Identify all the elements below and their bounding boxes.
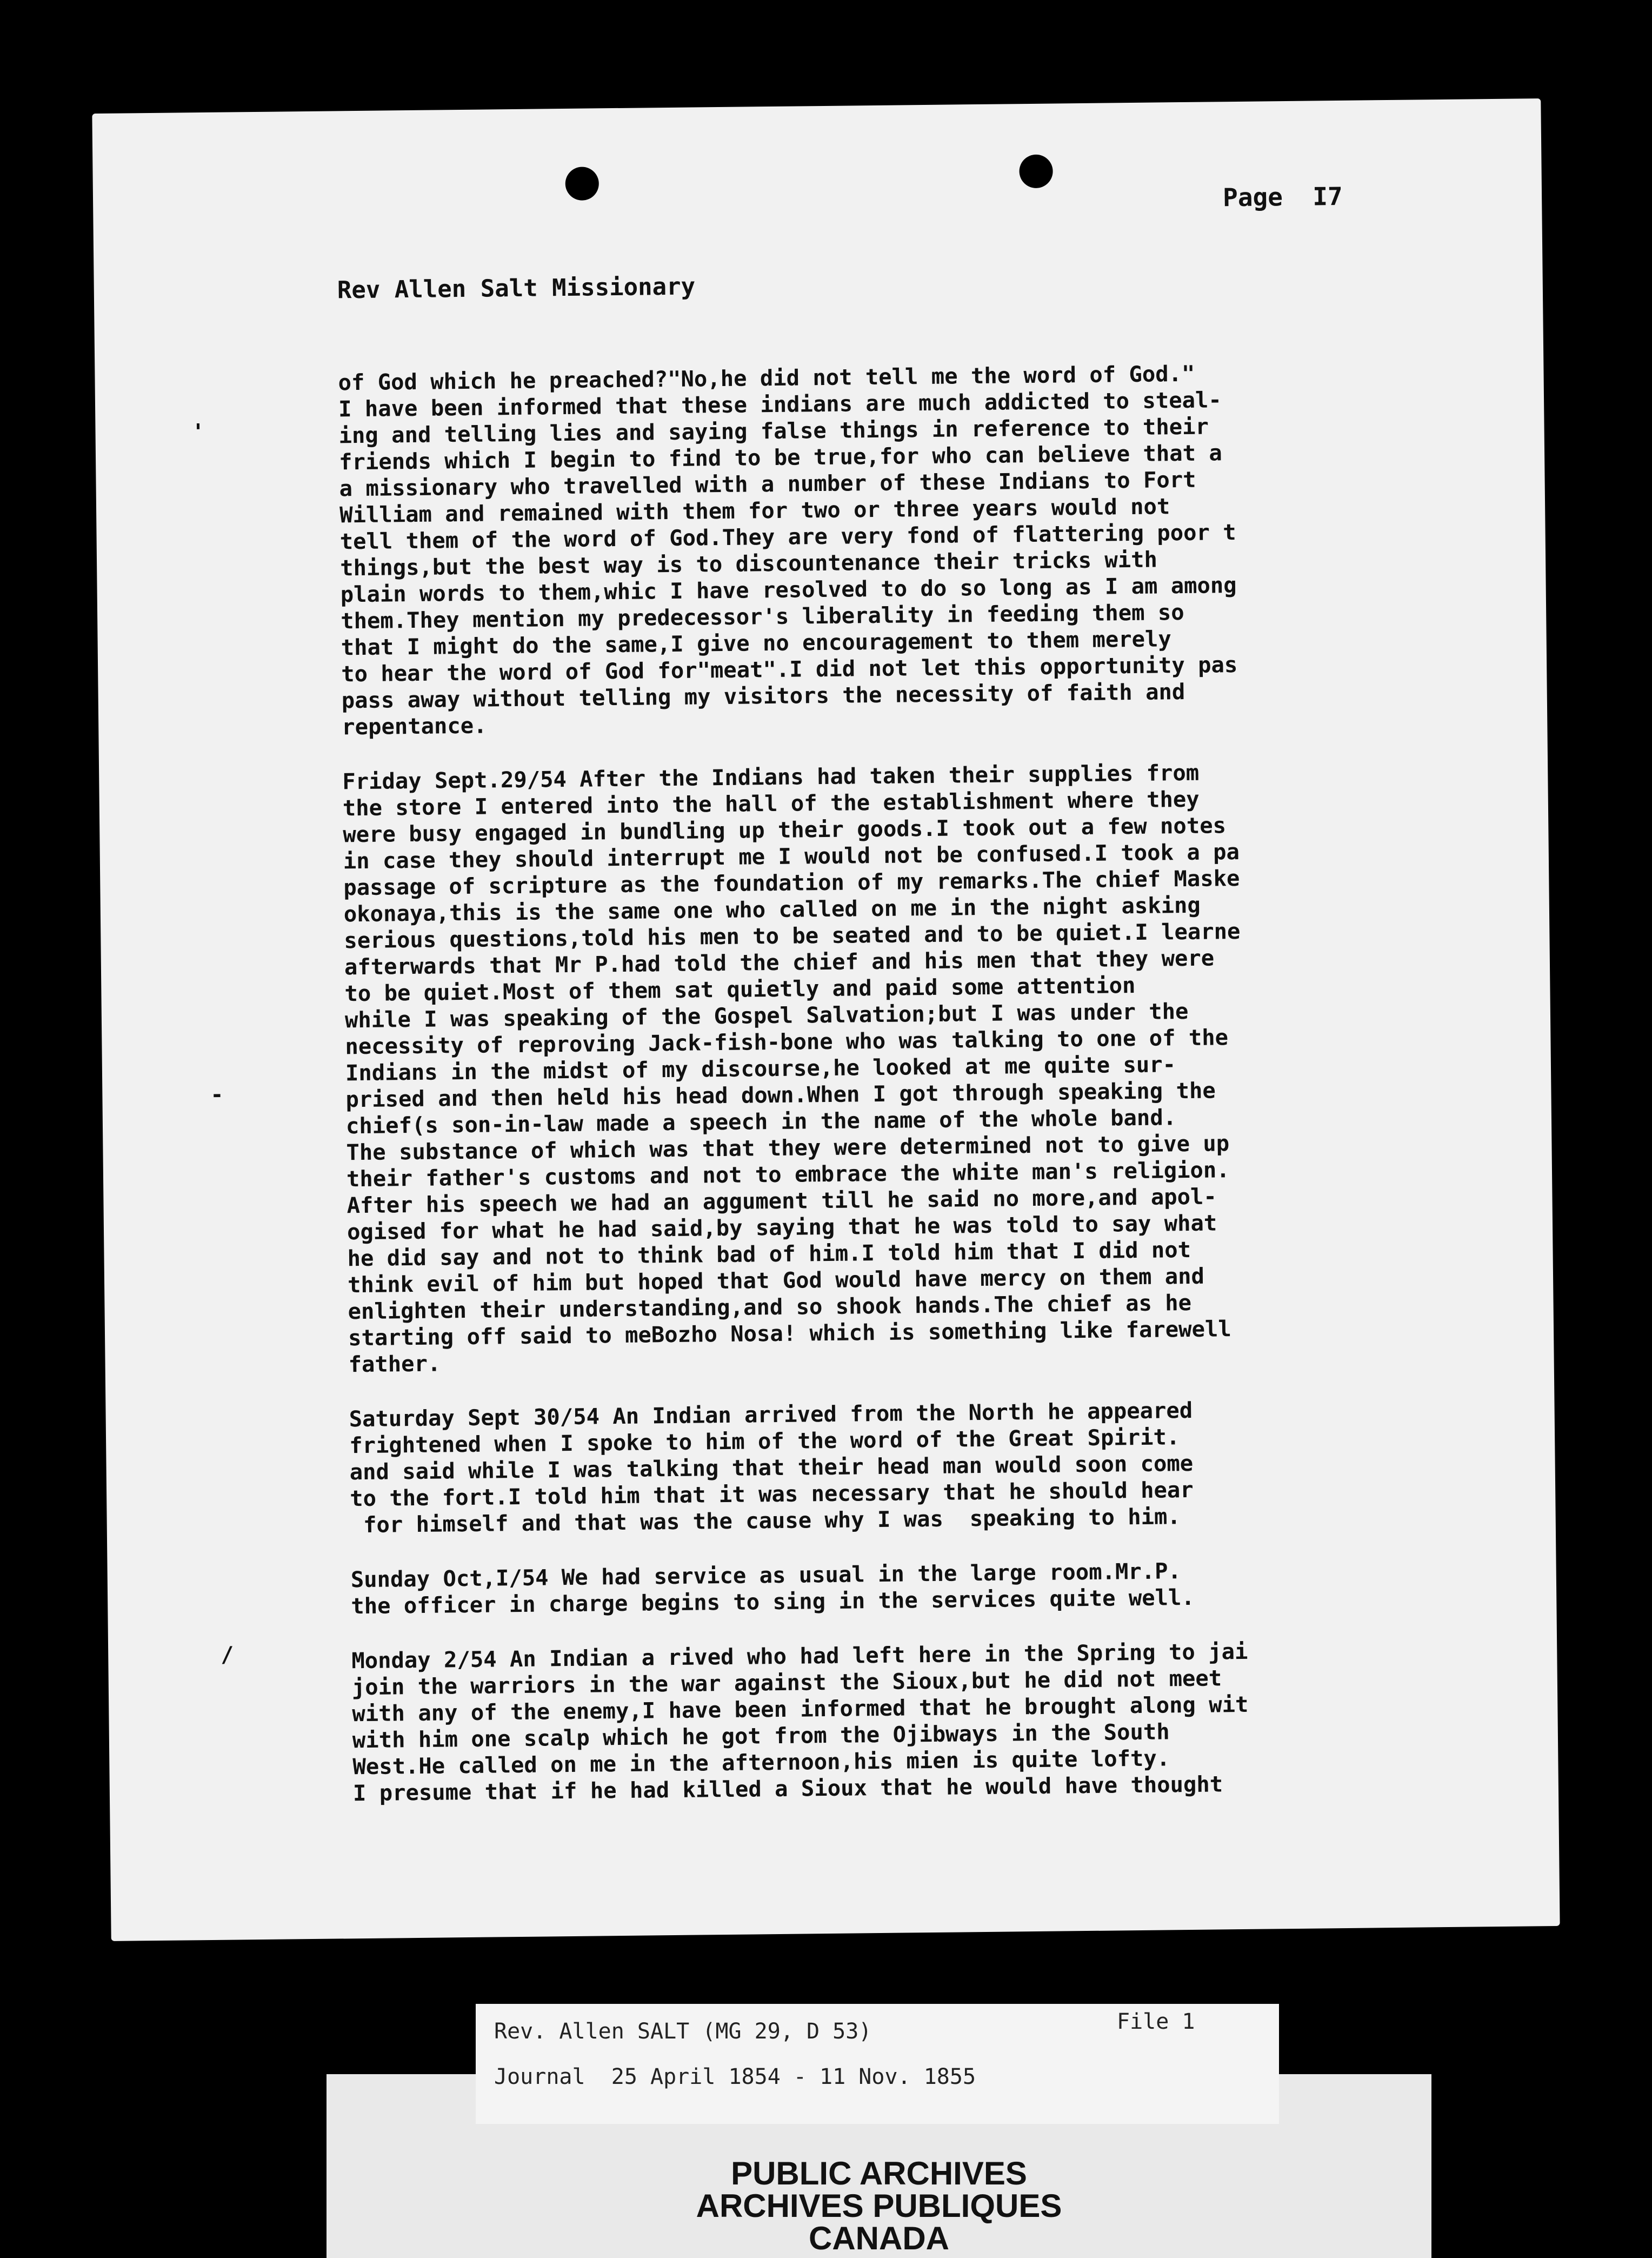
text-line: father. (348, 1350, 441, 1378)
text-line: of God which he preached?"No,he did not tell me the word of God." (338, 360, 1195, 396)
archive-label-file: File 1 (1117, 2009, 1195, 2034)
journal-paragraph (351, 1636, 1521, 1807)
text-line: plain words to them,whic I have resolved to do so long as I am among (340, 572, 1237, 608)
text-line: After his speech we had an aggument till he said no more,and apol- (347, 1183, 1217, 1219)
text-line: join the warriors in the war against the Sioux,but he did not meet (351, 1665, 1222, 1701)
text-line: Sunday Oct,I/54 We had service as usual in the large room.Mr.P. (350, 1558, 1182, 1593)
journal-paragraph (349, 1394, 1517, 1539)
archives-stamp-line: PUBLIC ARCHIVES (731, 2155, 1027, 2191)
text-line: he did say and not to think bad of him.I told him that I did not (347, 1236, 1191, 1272)
text-line: prised and then held his head down.When I got through speaking the (345, 1077, 1216, 1113)
text-line: enlighten their understanding,and so shook hands.The chief as he (348, 1289, 1192, 1325)
archives-stamp-line: CANADA (809, 2220, 949, 2256)
text-line: ing and telling lies and saying false things in reference to their (338, 413, 1209, 449)
text-line: in case they should interrupt me I would not be confused.I took a pa (343, 838, 1240, 874)
text-line: Monday 2/54 An Indian a rived who had left here in the Spring to jai (351, 1638, 1248, 1674)
text-line: repentance. (342, 712, 487, 740)
text-line: while I was speaking of the Gospel Salvation;but I was under the (344, 998, 1189, 1033)
margin-mark: - (210, 1082, 224, 1107)
journal-body (338, 357, 1521, 1835)
text-line: afterwards that Mr P.had told the chief and his men that they were (344, 945, 1215, 980)
text-line: a missionary who travelled with a number of these Indians to Fort (339, 466, 1196, 502)
text-line: Saturday Sept 30/54 An Indian arrived from the North he appeared (349, 1397, 1193, 1432)
journal-paragraph (351, 1555, 1519, 1620)
text-line: for himself and that was the cause why I was speaking to him. (350, 1503, 1181, 1538)
text-line: West.He called on me in the afternoon,his mien is quite lofty. (352, 1745, 1170, 1780)
text-line: The substance of which was that they were determined not to give up (346, 1130, 1230, 1166)
text-line: chief(s son-in-law made a speech in the name of the whole band. (345, 1104, 1177, 1139)
text-line: serious questions,told his men to be seated and to be quiet.I learne (344, 918, 1241, 954)
archives-stamp-line: ARCHIVES PUBLIQUES (696, 2188, 1062, 2224)
text-line: the officer in charge begins to sing in the services quite well. (351, 1584, 1195, 1619)
text-line: and said while I was talking that their head man would soon come (349, 1450, 1194, 1485)
text-line: the store I entered into the hall of the establishment where they (342, 786, 1200, 821)
punch-hole (1019, 155, 1053, 189)
text-line: to be quiet.Most of them sat quietly and paid some attention (344, 972, 1136, 1007)
text-line: pass away without telling my visitors the necessity of faith and (341, 679, 1185, 714)
text-line: things,but the best way is to discountenance their tricks with (339, 546, 1158, 581)
archive-label-title: Rev. Allen SALT (MG 29, D 53) (494, 2019, 872, 2044)
archive-label (476, 2004, 1279, 2124)
journal-paragraph (342, 756, 1516, 1378)
text-line: frightened when I spoke to him of the word of the Great Spirit. (349, 1424, 1180, 1459)
text-line: were busy engaged in bundling up their goods.I took out a few notes (343, 812, 1227, 848)
archives-stamp (327, 2157, 1431, 2255)
journal-paragraph (338, 357, 1509, 741)
punch-hole (565, 167, 599, 201)
text-line: okonaya,this is the same one who called on me in the night asking (343, 892, 1201, 927)
text-line: starting off said to meBozho Nosa! which is something like farewell (348, 1316, 1231, 1351)
text-line: tell them of the word of God.They are very fond of flattering poor t (339, 519, 1236, 555)
text-line: with him one scalp which he got from the Ojibways in the South (352, 1718, 1170, 1754)
text-line: their father's customs and not to embrace the white man's religion. (346, 1157, 1230, 1192)
text-line: I presume that if he had killed a Sioux that he would have thought (352, 1771, 1223, 1807)
page-number: Page I7 (1222, 181, 1343, 212)
text-line: with any of the enemy,I have been informed that he brought along wit (352, 1691, 1249, 1727)
text-line: friends which I begin to find to be true,for who can believe that a (338, 440, 1222, 475)
archive-label-dates: Journal 25 April 1854 - 11 Nov. 1855 (494, 2064, 976, 2089)
page-header: Rev Allen Salt Missionary (337, 273, 696, 304)
text-line: passage of scripture as the foundation of my remarks.The chief Maske (343, 865, 1240, 901)
text-line: them.They mention my predecessor's liberality in feeding them so (340, 599, 1184, 634)
margin-mark: / (220, 1642, 234, 1668)
text-line: Friday Sept.29/54 After the Indians had taken their supplies from (342, 759, 1200, 795)
document-page (92, 98, 1560, 1941)
text-line: that I might do the same,I give no encouragement to them merely (341, 626, 1172, 661)
text-line: Indians in the midst of my discourse,he looked at me quite sur- (345, 1051, 1176, 1086)
text-line: necessity of reproving Jack-fish-bone who was talking to one of the (345, 1024, 1229, 1060)
text-line: William and remained with them for two or three years would not (339, 493, 1170, 528)
text-line: I have been informed that these indians are much addicted to steal- (338, 387, 1222, 422)
text-line: to the fort.I told him that it was necessary that he should hear (349, 1476, 1194, 1512)
text-line: think evil of him but hoped that God would have mercy on them and (347, 1263, 1205, 1298)
text-line: ogised for what he had said,by saying that he was told to say what (347, 1210, 1217, 1245)
margin-mark: ' (191, 419, 205, 445)
text-line: to hear the word of God for"meat".I did not let this opportunity pas (341, 651, 1238, 687)
